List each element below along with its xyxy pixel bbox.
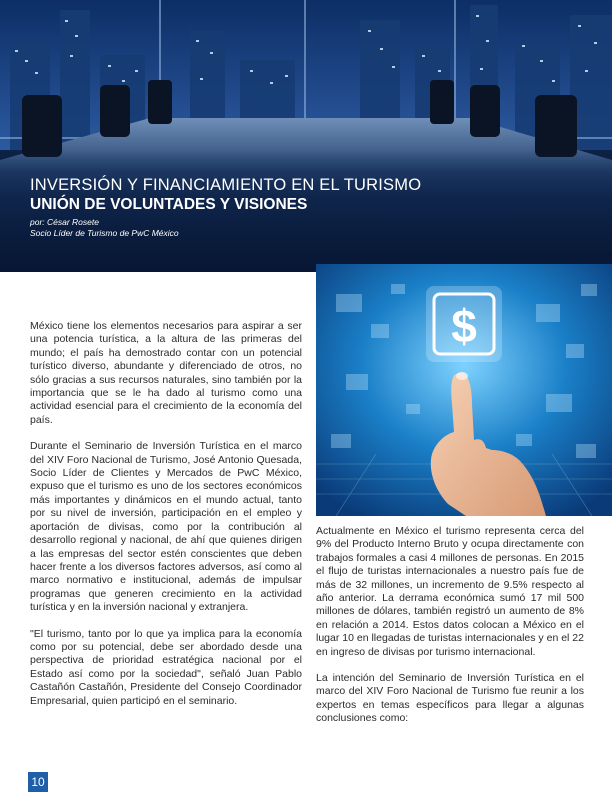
paragraph: Actualmente en México el turismo representa cerca del 9% del Producto Interno Bruto y ocupa directamente con trabajos formales a casi 4 millones de personas. En 2015 el flujo de turistas internacionales a nuestro país fue de más de 32 millones, un incremento de 9.5% respecto al año anterior. La derrama económica sumó 17 mil 500 millones de dólares, también registró un aumento de 8% en relación a 2014. Estos datos colocan a México en el lugar 10 en llegadas de turistas internacionales y en el 22 en ingreso de divisas por turismo internacional. [316, 525, 584, 658]
article-left-column [30, 320, 302, 721]
dollar-sign-icon: $ [451, 300, 477, 352]
paragraph: "El turismo, tanto por lo que ya implica para la economía como por su potencial, debe ser abordado desde una perspectiva de prioridad estratégica nacional por el Estado así como por la sociedad", señaló Juan Pablo Castañón Castañón, Presidente del Consejo Coordinador Empresarial, quien participó en el seminario. [30, 627, 302, 707]
finger-touch-dollar-image [316, 264, 612, 516]
article-section-title: INVERSIÓN Y FINANCIAMIENTO EN EL TURISMO [30, 176, 422, 194]
page-number: 10 [28, 772, 48, 792]
article-author: por: César Rosete [30, 217, 99, 227]
header-banner [0, 0, 612, 272]
article-header [30, 176, 590, 239]
paragraph: México tiene los elementos necesarios para aspirar a ser una potencia turística, a la altura de las primeras del mundo; el país ha demostrado contar con un potencial turístico diverso, abundante y diferenciado de otros, no sólo gracias a sus recursos naturales, sino también por la importancia que se le ha dado al turismo como una actividad esencial para el crecimiento de la economía del país. [30, 320, 302, 426]
paragraph: Durante el Seminario de Inversión Turística en el marco del XIV Foro Nacional de Turismo, José Antonio Quesada, Socio Líder de Clientes y Mercados de PwC México, expuso que el turismo es uno de los sectores económicos más importantes y dinámicos en el mundo actual, tanto por su nivel de inversión, participación en el empleo y aportación de divisas, como por la contribución al desarrollo regional y nacional, de ahí que quienes dirigen a las empresas del sector estén conscientes que deben hacer frente a los diversos factores adversos, así como al marco normativo e institucional, además de impulsar programas que generen crecimiento en la actividad turística y en la inversión nacional y extranjera. [30, 440, 302, 614]
paragraph: La intención del Seminario de Inversión Turística en el marco del XIV Foro Nacional de Turismo fue reunir a los expertos en temas específicos para llegar a algunas conclusiones como: [316, 672, 584, 725]
article-right-column [316, 525, 584, 739]
article-headline: UNIÓN DE VOLUNTADES Y VISIONES [30, 196, 308, 213]
article-author-role: Socio Líder de Turismo de PwC México [30, 228, 179, 238]
article-photo [316, 264, 612, 516]
